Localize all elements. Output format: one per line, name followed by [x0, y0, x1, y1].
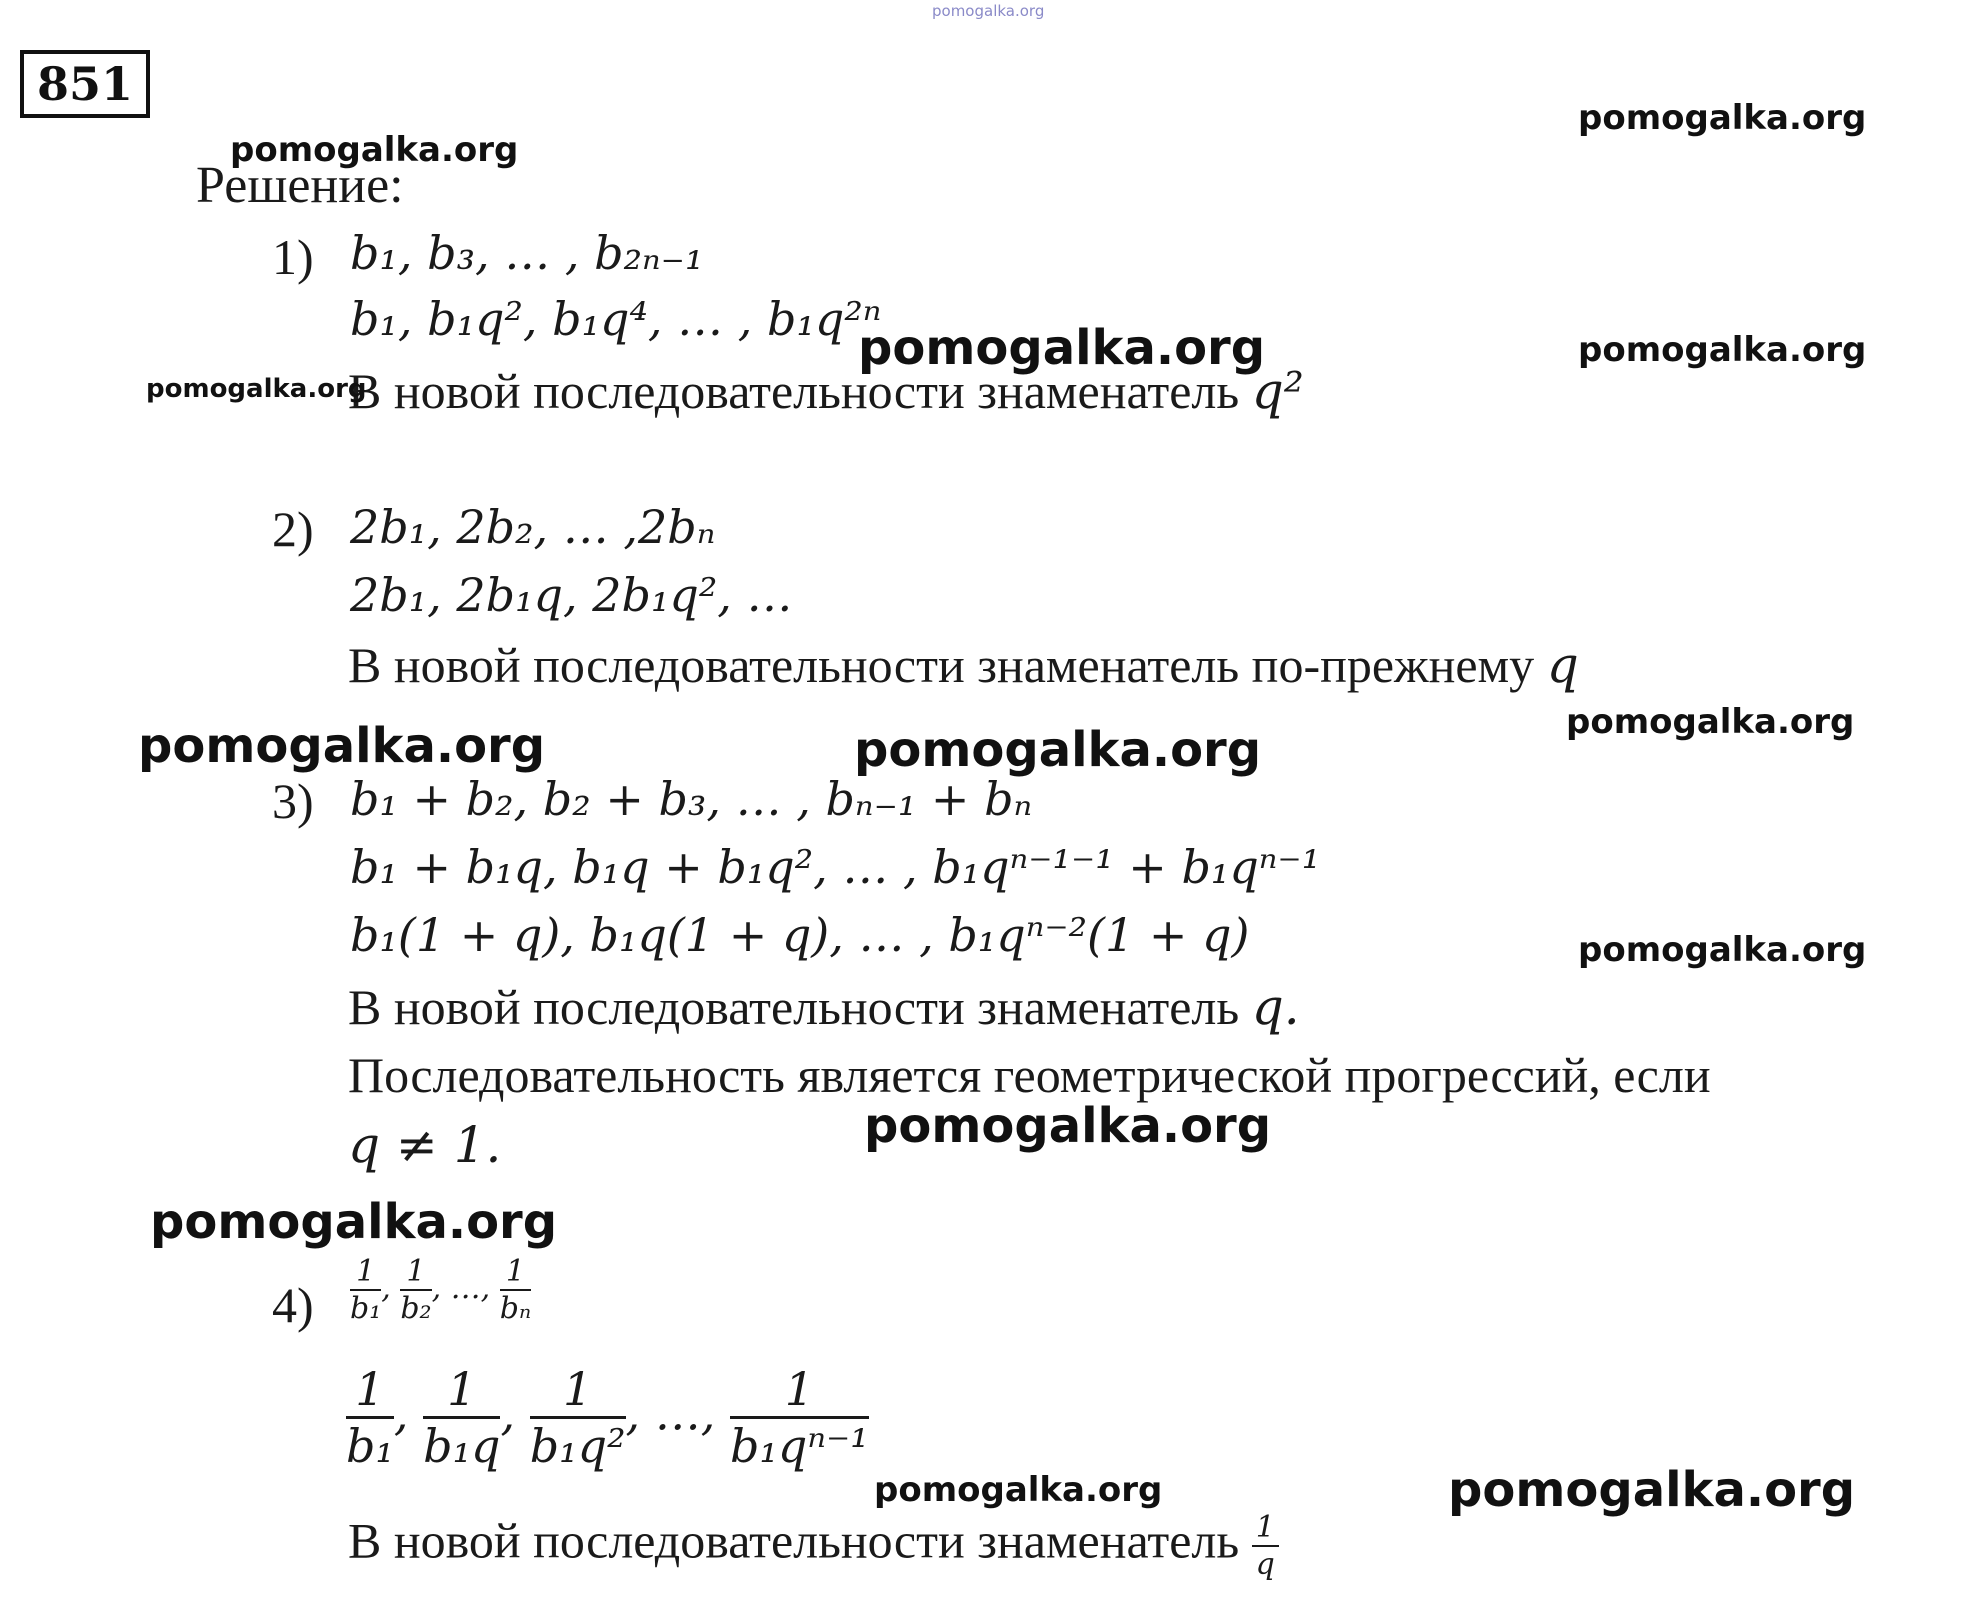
item-2-text-body: В новой последовательности знаменатель по-прежнему [348, 637, 1535, 693]
fraction-numerator: 1 [346, 1362, 394, 1419]
fraction-numerator: 1 [500, 1254, 531, 1291]
item-4-small-fractions [350, 1254, 531, 1326]
fraction-numerator: 1 [423, 1362, 500, 1419]
fraction-numerator: 1 [530, 1362, 626, 1419]
watermark: pomogalka.org [874, 1470, 1163, 1510]
problem-number: 851 [20, 50, 150, 118]
fraction-numerator: 1 [400, 1254, 431, 1291]
separator: , [381, 1271, 391, 1306]
item-4-big-fractions [346, 1362, 869, 1473]
watermark: pomogalka.org [1578, 98, 1867, 138]
ellipsis: … [654, 1386, 701, 1441]
item-4-text [348, 1510, 1279, 1582]
separator: , [625, 1386, 641, 1441]
solution-label: Решение: [196, 157, 404, 214]
item-3-text-body: В новой последовательности знаменатель [348, 979, 1240, 1035]
fraction-numerator: 1 [1252, 1510, 1279, 1547]
fraction-small-2 [400, 1254, 431, 1326]
item-2-result: q [1546, 636, 1579, 694]
separator: , [500, 1386, 516, 1441]
item-3-line-1: b₁ + b₂, b₂ + b₃, … , bₙ₋₁ + bₙ [350, 772, 1033, 826]
separator: , [431, 1271, 442, 1306]
item-4-result [1252, 1510, 1279, 1582]
watermark: pomogalka.org [1578, 930, 1867, 970]
item-2-line-2: 2b₁, 2b₁q, 2b₁q², … [350, 568, 793, 622]
item-1-line-2: b₁, b₁q², b₁q⁴, … , b₁q²ⁿ [350, 292, 882, 346]
fraction-denominator: b₁ [350, 1291, 382, 1326]
item-2-text [348, 636, 1579, 694]
fraction-big-4 [730, 1362, 869, 1473]
fraction-denominator: b₁q² [529, 1419, 626, 1473]
watermark: pomogalka.org [138, 718, 546, 774]
watermark: pomogalka.org [864, 1098, 1272, 1154]
item-number-2: 2) [272, 501, 314, 557]
item-1-text-body: В новой последовательности знаменатель [348, 363, 1240, 419]
separator: , [393, 1386, 409, 1441]
separator: , [700, 1386, 716, 1441]
watermark: pomogalka.org [854, 722, 1262, 778]
item-number-3: 3) [272, 773, 314, 829]
fraction-big-3 [530, 1362, 626, 1473]
fraction-denominator: b₁q [423, 1419, 501, 1473]
separator: , [480, 1271, 491, 1306]
fraction-small-3 [500, 1254, 531, 1326]
watermark: pomogalka.org [150, 1194, 558, 1250]
watermark: pomogalka.org [858, 320, 1266, 376]
watermark: pomogalka.org [1578, 330, 1867, 370]
fraction-denominator: b₂ [400, 1291, 432, 1326]
item-number-1: 1) [272, 229, 314, 285]
fraction-denominator: b₁qⁿ⁻¹ [730, 1419, 869, 1473]
ellipsis: … [450, 1271, 481, 1306]
fraction-denominator: q [1255, 1547, 1275, 1582]
watermark: pomogalka.org [1448, 1462, 1856, 1518]
item-3-line-2: b₁ + b₁q, b₁q + b₁q², … , b₁qⁿ⁻¹⁻¹ + b₁qⁿ⁻¹ [350, 840, 1321, 894]
item-1-result: q² [1251, 362, 1304, 420]
fraction-numerator: 1 [350, 1254, 381, 1291]
item-2-line-1: 2b₁, 2b₂, … ,2bₙ [350, 500, 716, 554]
watermark-top: pomogalka.org [932, 2, 1045, 20]
item-3-condition: q ≠ 1. [348, 1116, 502, 1174]
fraction-big-2 [423, 1362, 500, 1473]
watermark: pomogalka.org [230, 130, 519, 170]
item-4-text-body: В новой последовательности знаменатель [348, 1512, 1240, 1569]
item-3-note: Последовательность является геометрической прогрессий, если [348, 1047, 1711, 1103]
item-3-line-3: b₁(1 + q), b₁q(1 + q), … , b₁qⁿ⁻²(1 + q) [350, 908, 1250, 962]
fraction-big-1 [346, 1362, 394, 1473]
fraction-denominator: bₙ [499, 1291, 532, 1326]
item-3-text [348, 978, 1300, 1036]
fraction-numerator: 1 [730, 1362, 869, 1419]
watermark: pomogalka.org [146, 374, 367, 404]
item-number-4: 4) [272, 1277, 314, 1333]
item-3-result: q. [1251, 978, 1300, 1036]
fraction-denominator: b₁ [346, 1419, 394, 1473]
watermark: pomogalka.org [1566, 702, 1855, 742]
item-1-line-1: b₁, b₃, … , b₂ₙ₋₁ [350, 226, 704, 280]
fraction-small-1 [350, 1254, 381, 1326]
